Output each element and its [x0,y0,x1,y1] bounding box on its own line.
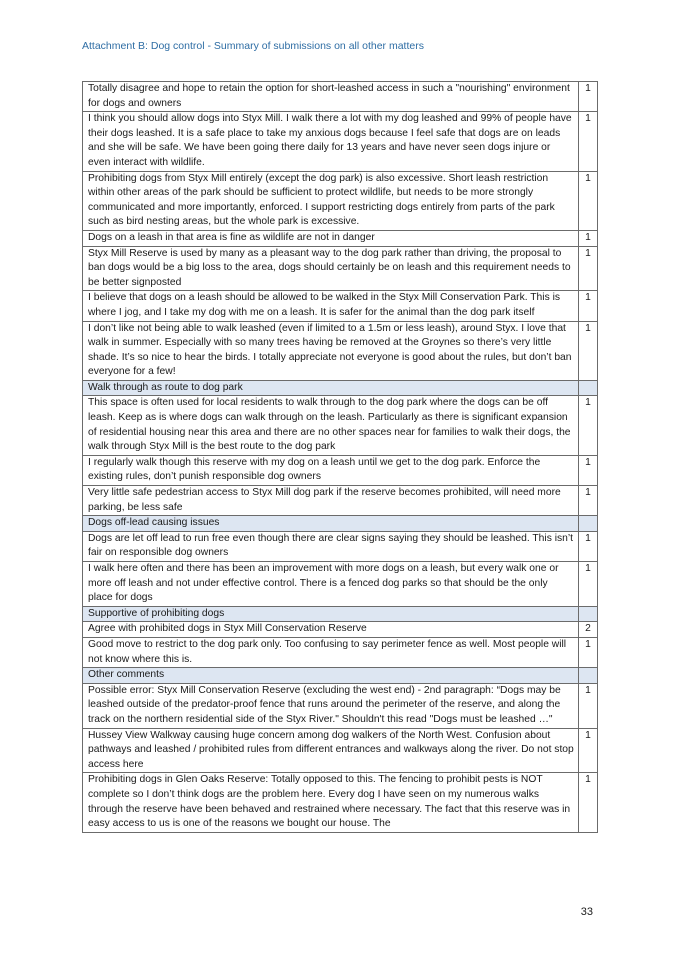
section-title: Supportive of prohibiting dogs [83,606,579,622]
submission-count: 2 [579,622,598,638]
submission-count: 1 [579,562,598,607]
submission-row [83,637,598,667]
submission-text: Hussey View Walkway causing huge concern among dog walkers of the North West. Confusion about pathways and leashed / prohibited rules from different entrances and walkways along the river. Do not stop access here [83,728,579,773]
submission-text: Dogs are let off lead to run free even though there are clear signs saying they should be leashed. This isn’t fair on responsible dog owners [83,531,579,561]
page-header: Attachment B: Dog control - Summary of submissions on all other matters [82,40,424,52]
submission-text: Prohibiting dogs in Glen Oaks Reserve: Totally opposed to this. The fencing to prohibit pests is NOT complete so I don’t think dogs are the problem here. Every dog I have seen on my numerous walks through the reserve have been behaved and restrained where necessary. The fact that this reserve was in easy access to us is one of the reasons we bought our house. The [83,773,579,832]
submissions-table [82,81,598,833]
submission-row [83,396,598,455]
submission-row [83,82,598,112]
submission-count: 1 [579,728,598,773]
submission-text: I believe that dogs on a leash should be allowed to be walked in the Styx Mill Conservation Park. This is where I jog, and I take my dog with me on a leash. It is safer for the animal than the dog park itself [83,291,579,321]
submission-row [83,562,598,607]
submission-text: I regularly walk though this reserve with my dog on a leash until we get to the dog park. Enforce the existing rules, don’t punish responsible dog owners [83,455,579,485]
submission-text: Dogs on a leash in that area is fine as wildlife are not in danger [83,230,579,246]
section-header-row [83,606,598,622]
submission-row [83,230,598,246]
section-header-row [83,516,598,532]
submission-row [83,321,598,380]
submission-row [83,728,598,773]
submission-count: 1 [579,321,598,380]
submission-text: Good move to restrict to the dog park only. Too confusing to say perimeter fence as well. Most people will not know where this is. [83,637,579,667]
submission-text: Agree with prohibited dogs in Styx Mill Conservation Reserve [83,622,579,638]
submission-count: 1 [579,291,598,321]
submission-count: 1 [579,455,598,485]
submission-row [83,112,598,171]
submission-text: Prohibiting dogs from Styx Mill entirely (except the dog park) is also excessive. Short leash restriction within other areas of the park should be sufficient to protect wildlife, but needs to be more strongly communicated and more importantly, enforced. I support restricting dogs entirely from parts of the park such as bird nesting areas, but the whole park is excessive. [83,171,579,230]
submission-count [579,606,598,622]
submission-count: 1 [579,486,598,516]
submission-count: 1 [579,230,598,246]
submission-count: 1 [579,637,598,667]
page-number: 33 [580,906,593,918]
submission-row [83,246,598,291]
submission-count: 1 [579,171,598,230]
submission-row [83,531,598,561]
section-title: Other comments [83,668,579,684]
submission-row [83,622,598,638]
submission-count: 1 [579,683,598,728]
submission-count: 1 [579,773,598,832]
submission-text: This space is often used for local residents to walk through to the dog park where the dogs can be off leash. Keep as is where dogs can walk through on the leash. Particularly as there is significant expansion of residential housing near this area and there are no other spaces near for families to walk their dogs, the walk through Styx Mill is the best route to the dog park [83,396,579,455]
section-header-row [83,668,598,684]
submission-count: 1 [579,82,598,112]
section-title: Walk through as route to dog park [83,380,579,396]
submission-row [83,486,598,516]
submission-count [579,516,598,532]
submission-count: 1 [579,531,598,561]
submission-text: Styx Mill Reserve is used by many as a pleasant way to the dog park rather than driving, the proposal to ban dogs would be a big loss to the area, dogs should certainly be on leash and this requirement needs to be better signposted [83,246,579,291]
submission-text: I think you should allow dogs into Styx Mill. I walk there a lot with my dog leashed and 99% of people have their dogs leashed. It is a safe place to take my anxious dogs because I feel safe that dogs are on leads and she will be safe. We have been going there daily for 13 years and have never seen dogs injure or even interact with wildlife. [83,112,579,171]
submission-row [83,171,598,230]
submission-text: Totally disagree and hope to retain the option for short-leashed access in such a "nourishing" environment for dogs and owners [83,82,579,112]
submission-text: Very little safe pedestrian access to Styx Mill dog park if the reserve becomes prohibited, will need more parking, be less safe [83,486,579,516]
submission-count: 1 [579,246,598,291]
submissions-table-body [83,82,598,833]
section-header-row [83,380,598,396]
submission-row [83,291,598,321]
submission-count [579,380,598,396]
submission-row [83,773,598,832]
submission-count [579,668,598,684]
submission-count: 1 [579,112,598,171]
submission-text: I walk here often and there has been an improvement with more dogs on a leash, but every walk one or more off leash and not under effective control. There is a fenced dog parks so that should be the only place for dogs [83,562,579,607]
submission-row [83,683,598,728]
submission-count: 1 [579,396,598,455]
submission-text: Possible error: Styx Mill Conservation Reserve (excluding the west end) - 2nd paragraph: “Dogs may be leashed outside of the predator-proof fence that runs around the perimeter of the reserve, and along the track on the northern residential side of the Styx River." Shouldn't this read "Dogs must be leashed …" [83,683,579,728]
section-title: Dogs off-lead causing issues [83,516,579,532]
submission-text: I don’t like not being able to walk leashed (even if limited to a 1.5m or less leash), around Styx. I love that walk in summer. Especially with so many trees having be removed at the Groynes so there’s very little shade. It’s so nice to hear the birds. I totally appreciate not everyone is good about the rules, but don’t ban everyone for a few! [83,321,579,380]
submission-row [83,455,598,485]
